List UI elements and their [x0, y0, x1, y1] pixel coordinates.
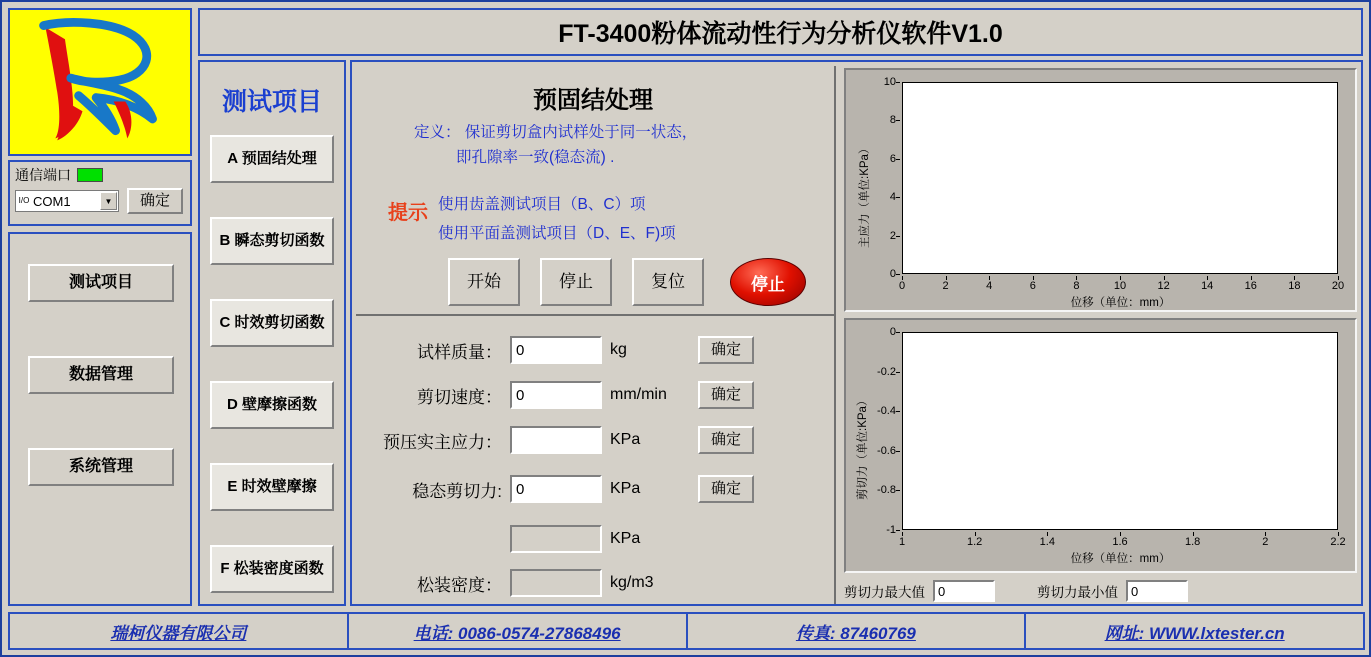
confirm-sample-mass[interactable]: 确定 — [698, 336, 754, 364]
start-button[interactable]: 开始 — [448, 258, 520, 306]
stop-indicator-lamp[interactable] — [730, 252, 806, 310]
comm-port-panel — [8, 160, 192, 226]
logo-icon — [10, 10, 190, 154]
axis-tick-mark — [902, 276, 903, 280]
unit-steady-shear-force: KPa — [610, 480, 641, 497]
axis-tick-label: 16 — [1244, 280, 1257, 292]
chart-top-yticks — [846, 76, 900, 280]
axis-tick-mark — [1076, 276, 1077, 280]
input-bulk-density — [510, 569, 602, 597]
axis-tick-mark — [896, 490, 900, 491]
axis-tick-label: 1.4 — [1039, 536, 1055, 548]
footer-fax: 传真: 87460769 — [686, 612, 1027, 650]
axis-tick-label: 6 — [1029, 280, 1036, 292]
label-shear-speed: 剪切速度： — [417, 387, 502, 407]
test-items-title: 测试项目 — [221, 88, 322, 116]
axis-tick-mark — [1294, 276, 1295, 280]
axis-tick-mark — [1033, 276, 1034, 280]
test-items-panel — [198, 60, 346, 606]
axis-tick-label: 10 — [1113, 280, 1127, 292]
test-item-b[interactable]: B 瞬态剪切函数 — [210, 217, 334, 265]
form-row-steady-shear-force — [352, 473, 834, 505]
axis-tick-mark — [896, 274, 900, 275]
axis-tick-label: 1.6 — [1112, 536, 1128, 548]
tip-line-1: 使用齿盖测试项目（B、C）项 — [438, 196, 646, 213]
comm-status-led — [77, 168, 103, 182]
comm-port-value: COM1 — [33, 193, 71, 209]
axis-tick-label: -0.2 — [877, 365, 896, 378]
unit-sample-mass: kg — [610, 341, 627, 358]
nav-button-test-items[interactable]: 测试项目 — [28, 264, 174, 302]
comm-port-header — [15, 165, 185, 185]
axis-tick-mark — [1207, 276, 1208, 280]
confirm-preconsolidation-stress[interactable]: 确定 — [698, 426, 754, 454]
title-bar — [198, 8, 1363, 56]
test-item-c[interactable]: C 时效剪切函数 — [210, 299, 334, 347]
label-shear-min: 剪切力最小值 — [1037, 585, 1118, 600]
label-shear-max: 剪切力最大值 — [844, 585, 925, 600]
axis-tick-label: 12 — [1157, 280, 1170, 292]
comm-port-select[interactable] — [15, 190, 119, 212]
confirm-steady-shear-force[interactable]: 确定 — [698, 475, 754, 503]
axis-tick-label: 1.2 — [967, 536, 983, 548]
axis-tick-label: 10 — [883, 76, 896, 88]
axis-tick-mark — [896, 530, 900, 531]
test-item-a[interactable]: A 预固结处理 — [210, 135, 334, 183]
form-row-bulk-density — [352, 567, 834, 599]
chart-top-xlabel: 位移（单位：mm） — [1070, 297, 1171, 309]
axis-tick-mark — [946, 276, 947, 280]
chevron-down-icon[interactable]: ▼ — [100, 192, 117, 210]
form-row-secondary-kpa — [352, 523, 834, 555]
chart-principal-stress — [844, 68, 1357, 312]
axis-tick-mark — [1164, 276, 1165, 280]
label-steady-shear-force: 稳态剪切力: — [412, 481, 502, 501]
stop-button[interactable]: 停止 — [540, 258, 612, 306]
axis-tick-label: 4 — [889, 191, 896, 204]
definition-line-1: 定义： 保证剪切盒内试样处于同一状态， — [414, 124, 698, 141]
chart-shear-force — [844, 318, 1357, 573]
unit-shear-speed: mm/min — [610, 386, 667, 403]
horizontal-divider — [356, 314, 834, 316]
axis-tick-mark — [1338, 276, 1339, 280]
tip-label: 提示 — [388, 202, 428, 224]
unit-preconsolidation-stress: KPa — [610, 431, 641, 448]
shear-force-minmax-row — [844, 578, 1357, 604]
axis-tick-mark — [1251, 276, 1252, 280]
company-logo-panel — [8, 8, 192, 156]
form-row-sample-mass — [352, 334, 834, 366]
vertical-divider — [834, 66, 836, 604]
main-content-panel — [350, 60, 1363, 606]
chart-bottom-xlabel: 位移（单位：mm） — [1070, 553, 1171, 565]
axis-tick-mark — [1120, 532, 1121, 536]
footer-website[interactable]: 网址: WWW.lxtester.cn — [1024, 612, 1365, 650]
unit-bulk-density: kg/m3 — [610, 574, 654, 591]
axis-tick-label: 1 — [898, 536, 906, 548]
input-shear-min[interactable] — [1126, 580, 1188, 602]
axis-tick-label: 6 — [889, 152, 896, 165]
axis-tick-mark — [989, 276, 990, 280]
definition-line-2: 即孔隙率一致(稳态流) . — [456, 149, 615, 166]
chart-bottom-ylabel: 剪切力（单位:KPa） — [857, 394, 869, 500]
axis-tick-label: -1 — [886, 524, 896, 536]
form-row-preconsolidation-stress — [352, 424, 834, 456]
input-steady-shear-force[interactable] — [510, 475, 602, 503]
axis-tick-label: 2 — [1262, 536, 1269, 548]
test-item-e[interactable]: E 时效壁摩擦 — [210, 463, 334, 511]
axis-tick-label: 4 — [986, 280, 993, 292]
axis-tick-mark — [896, 197, 900, 198]
axis-tick-mark — [1193, 532, 1194, 536]
chart-top-xticks — [898, 276, 1345, 292]
chart-top-ylabel: 主应力（单位:KPa） — [859, 142, 871, 248]
axis-tick-mark — [896, 451, 900, 452]
axis-tick-label: 0 — [889, 326, 896, 338]
axis-tick-mark — [975, 532, 976, 536]
axis-tick-mark — [896, 159, 900, 160]
axis-tick-mark — [896, 411, 900, 412]
axis-tick-label: -0.8 — [877, 484, 896, 497]
lamp-label: 停止 — [751, 274, 785, 294]
nav-button-system-management[interactable]: 系统管理 — [28, 448, 174, 486]
axis-tick-mark — [896, 120, 900, 121]
comm-port-controls — [15, 188, 185, 214]
axis-tick-mark — [1265, 532, 1266, 536]
axis-tick-mark — [1120, 276, 1121, 280]
input-sample-mass[interactable] — [510, 336, 602, 364]
axis-tick-label: 2.2 — [1330, 536, 1346, 548]
axis-tick-mark — [896, 82, 900, 83]
comm-port-label: 通信端口 — [15, 167, 71, 183]
chart-bottom-xticks — [898, 532, 1346, 548]
label-sample-mass: 试样质量： — [417, 342, 502, 362]
axis-tick-mark — [1338, 532, 1339, 536]
plot-area-top — [902, 82, 1338, 274]
form-row-shear-speed — [352, 379, 834, 411]
axis-tick-label: 2 — [889, 229, 896, 242]
page-title: FT-3400粉体流动性行为分析仪软件V1.0 — [558, 20, 1003, 48]
axis-tick-label: 2 — [942, 280, 949, 292]
footer-phone: 电话: 0086-0574-27868496 — [347, 612, 688, 650]
chart-bottom-yticks — [846, 326, 900, 536]
comm-confirm-button[interactable]: 确定 — [127, 188, 183, 214]
tip-text — [438, 190, 818, 248]
left-navigation-panel — [8, 232, 192, 606]
footer-bar — [8, 612, 1363, 650]
axis-tick-label: 0 — [898, 280, 906, 292]
unit-secondary-kpa: KPa — [610, 530, 641, 547]
axis-tick-label: 8 — [889, 114, 896, 127]
axis-tick-mark — [902, 532, 903, 536]
reset-button[interactable]: 复位 — [632, 258, 704, 306]
tip-line-2: 使用平面盖测试项目（D、E、F)项 — [438, 225, 676, 242]
axis-tick-label: 14 — [1201, 280, 1214, 292]
axis-tick-label: -0.4 — [877, 405, 896, 418]
port-glyph-icon: I/O — [18, 196, 30, 205]
axis-tick-label: 18 — [1288, 280, 1301, 292]
plot-area-bottom — [902, 332, 1338, 530]
axis-tick-label: 8 — [1073, 280, 1080, 292]
axis-tick-mark — [1047, 532, 1048, 536]
axis-tick-mark — [896, 372, 900, 373]
axis-tick-label: 0 — [889, 268, 896, 280]
input-preconsolidation-stress[interactable] — [510, 426, 602, 454]
axis-tick-mark — [896, 332, 900, 333]
label-bulk-density: 松装密度： — [417, 575, 502, 595]
input-shear-speed[interactable] — [510, 381, 602, 409]
test-item-f[interactable]: F 松装密度函数 — [210, 545, 334, 593]
axis-tick-label: 1.8 — [1185, 536, 1201, 548]
nav-button-data-management[interactable]: 数据管理 — [28, 356, 174, 394]
footer-company: 瑞柯仪器有限公司 — [8, 612, 349, 650]
axis-tick-label: -0.6 — [877, 444, 896, 457]
confirm-shear-speed[interactable]: 确定 — [698, 381, 754, 409]
axis-tick-label: 20 — [1331, 280, 1345, 292]
test-item-d[interactable]: D 壁摩擦函数 — [210, 381, 334, 429]
input-shear-max[interactable] — [933, 580, 995, 602]
definition-text — [414, 120, 814, 170]
axis-tick-mark — [896, 236, 900, 237]
section-title: 预固结处理 — [533, 87, 653, 114]
input-secondary-kpa — [510, 525, 602, 553]
label-preconsolidation-stress: 预压实主应力： — [383, 432, 502, 452]
